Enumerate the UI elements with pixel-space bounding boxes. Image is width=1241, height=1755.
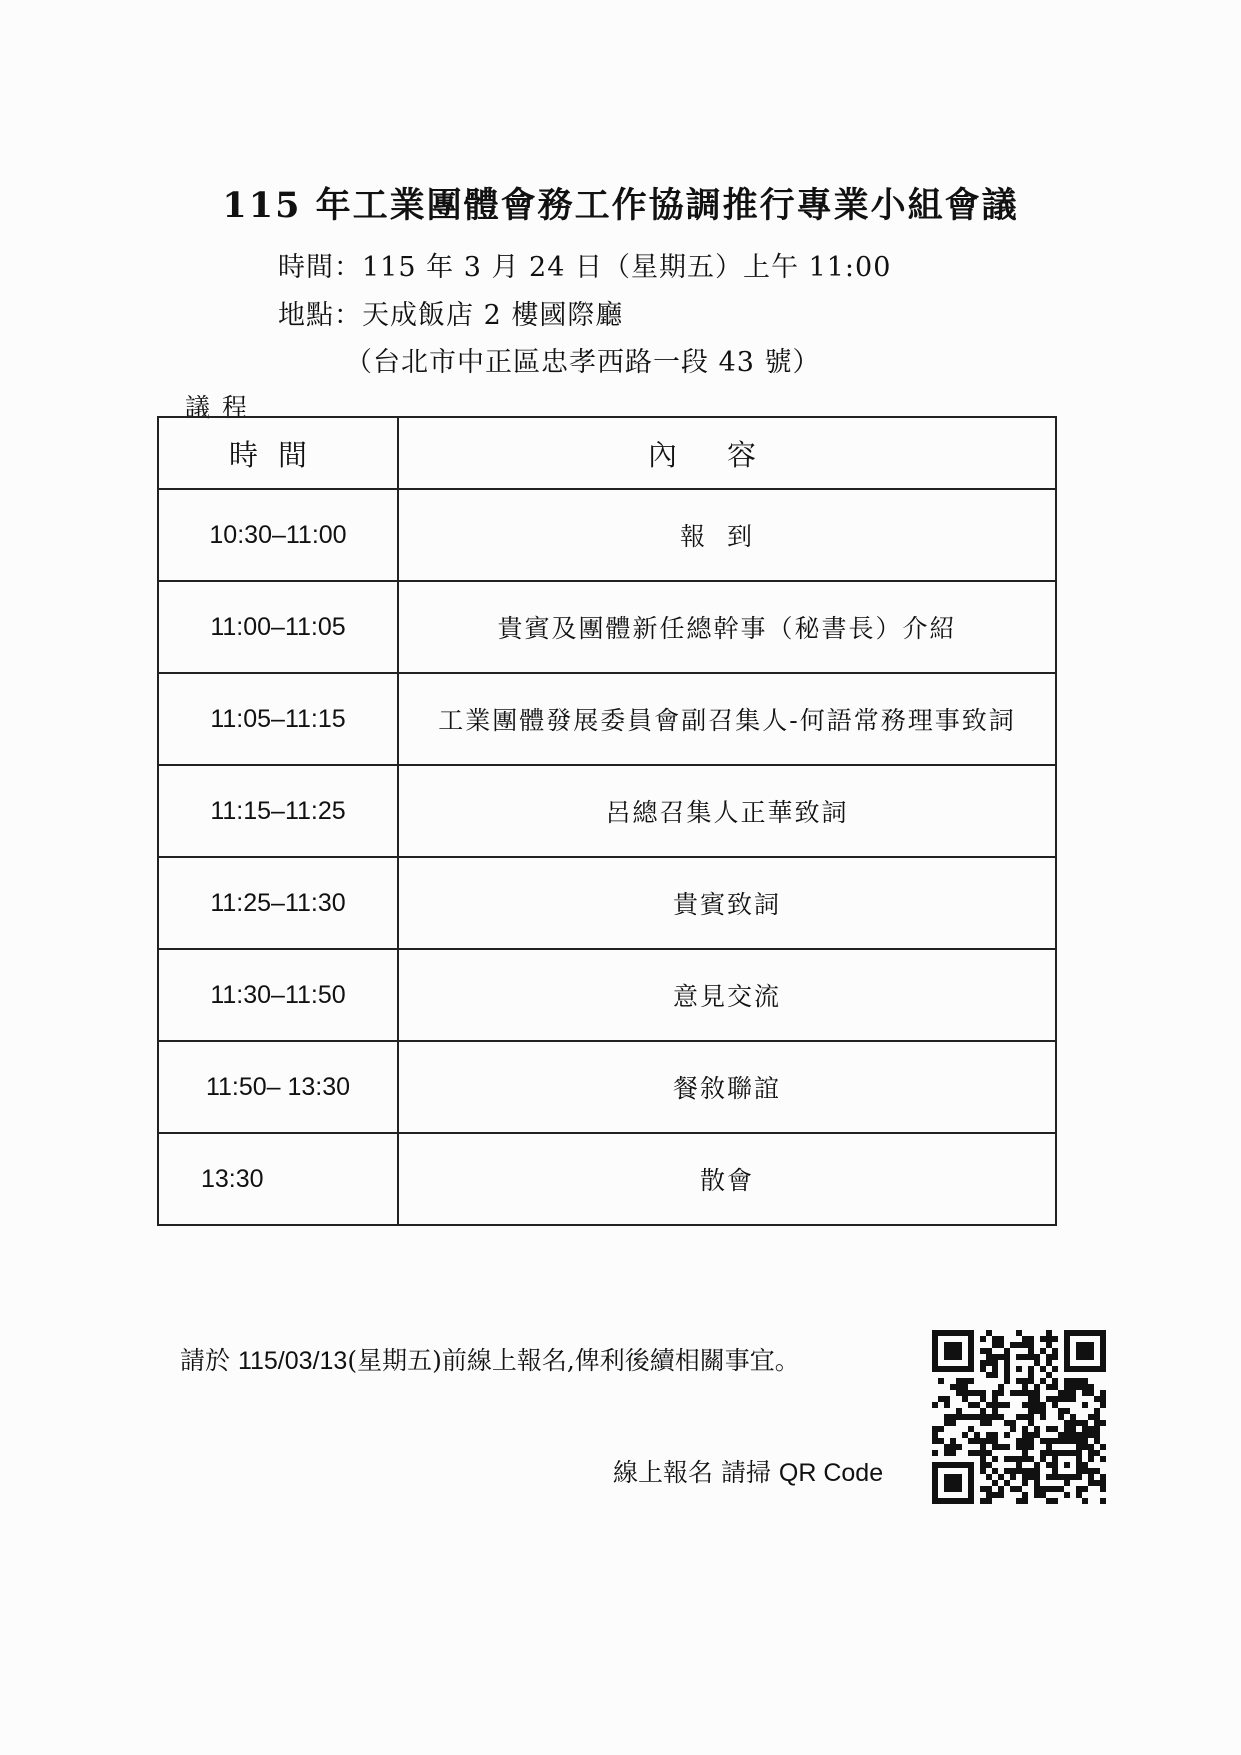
page-title: 115 年工業團體會務工作協調推行專業小組會議 xyxy=(222,185,1019,226)
row-time: 11:00–11:05 xyxy=(158,581,398,673)
agenda-header-row xyxy=(158,417,1056,489)
row-time: 11:30–11:50 xyxy=(158,949,398,1041)
meeting-address: （台北市中正區忠孝西路一段 43 號） xyxy=(345,347,821,378)
meeting-place: 地點：天成飯店 2 樓國際廳 xyxy=(278,300,624,331)
row-time: 11:05–11:15 xyxy=(158,673,398,765)
registration-note xyxy=(180,1341,800,1377)
table-row xyxy=(158,1041,1056,1133)
row-content: 散會 xyxy=(398,1133,1056,1225)
row-time: 11:25–11:30 xyxy=(158,857,398,949)
row-content: 意見交流 xyxy=(398,949,1056,1041)
table-row xyxy=(158,489,1056,581)
row-time: 10:30–11:00 xyxy=(158,489,398,581)
table-row xyxy=(158,765,1056,857)
row-content: 工業團體發展委員會副召集人-何語常務理事致詞 xyxy=(398,673,1056,765)
registration-prefix: 請於 xyxy=(180,1346,238,1375)
header-content: 內容 xyxy=(398,417,1056,489)
row-time: 11:50– 13:30 xyxy=(158,1041,398,1133)
table-row xyxy=(158,857,1056,949)
row-content: 餐敘聯誼 xyxy=(398,1041,1056,1133)
qr-caption xyxy=(613,1453,883,1489)
row-content: 貴賓及團體新任總幹事（秘書長）介紹 xyxy=(398,581,1056,673)
row-content: 報到 xyxy=(398,489,1056,581)
row-time: 13:30 xyxy=(158,1133,398,1225)
registration-suffix: (星期五)前線上報名,俾利後續相關事宜。 xyxy=(347,1346,800,1375)
registration-date: 115/03/13 xyxy=(237,1347,348,1375)
table-row xyxy=(158,1133,1056,1225)
meeting-time: 時間：115 年 3 月 24 日（星期五）上午 11:00 xyxy=(278,252,892,283)
table-row xyxy=(158,949,1056,1041)
qr-code-icon[interactable] xyxy=(932,1330,1106,1504)
qr-caption-text: 線上報名 請掃 xyxy=(613,1458,779,1487)
row-content: 呂總召集人正華致詞 xyxy=(398,765,1056,857)
table-row xyxy=(158,673,1056,765)
row-time: 11:15–11:25 xyxy=(158,765,398,857)
header-time: 時間 xyxy=(158,417,398,489)
table-row xyxy=(158,581,1056,673)
row-content: 貴賓致詞 xyxy=(398,857,1056,949)
agenda-label: 議程 xyxy=(185,393,260,422)
qr-caption-code: QR Code xyxy=(778,1459,884,1487)
agenda-table xyxy=(157,416,1057,1226)
